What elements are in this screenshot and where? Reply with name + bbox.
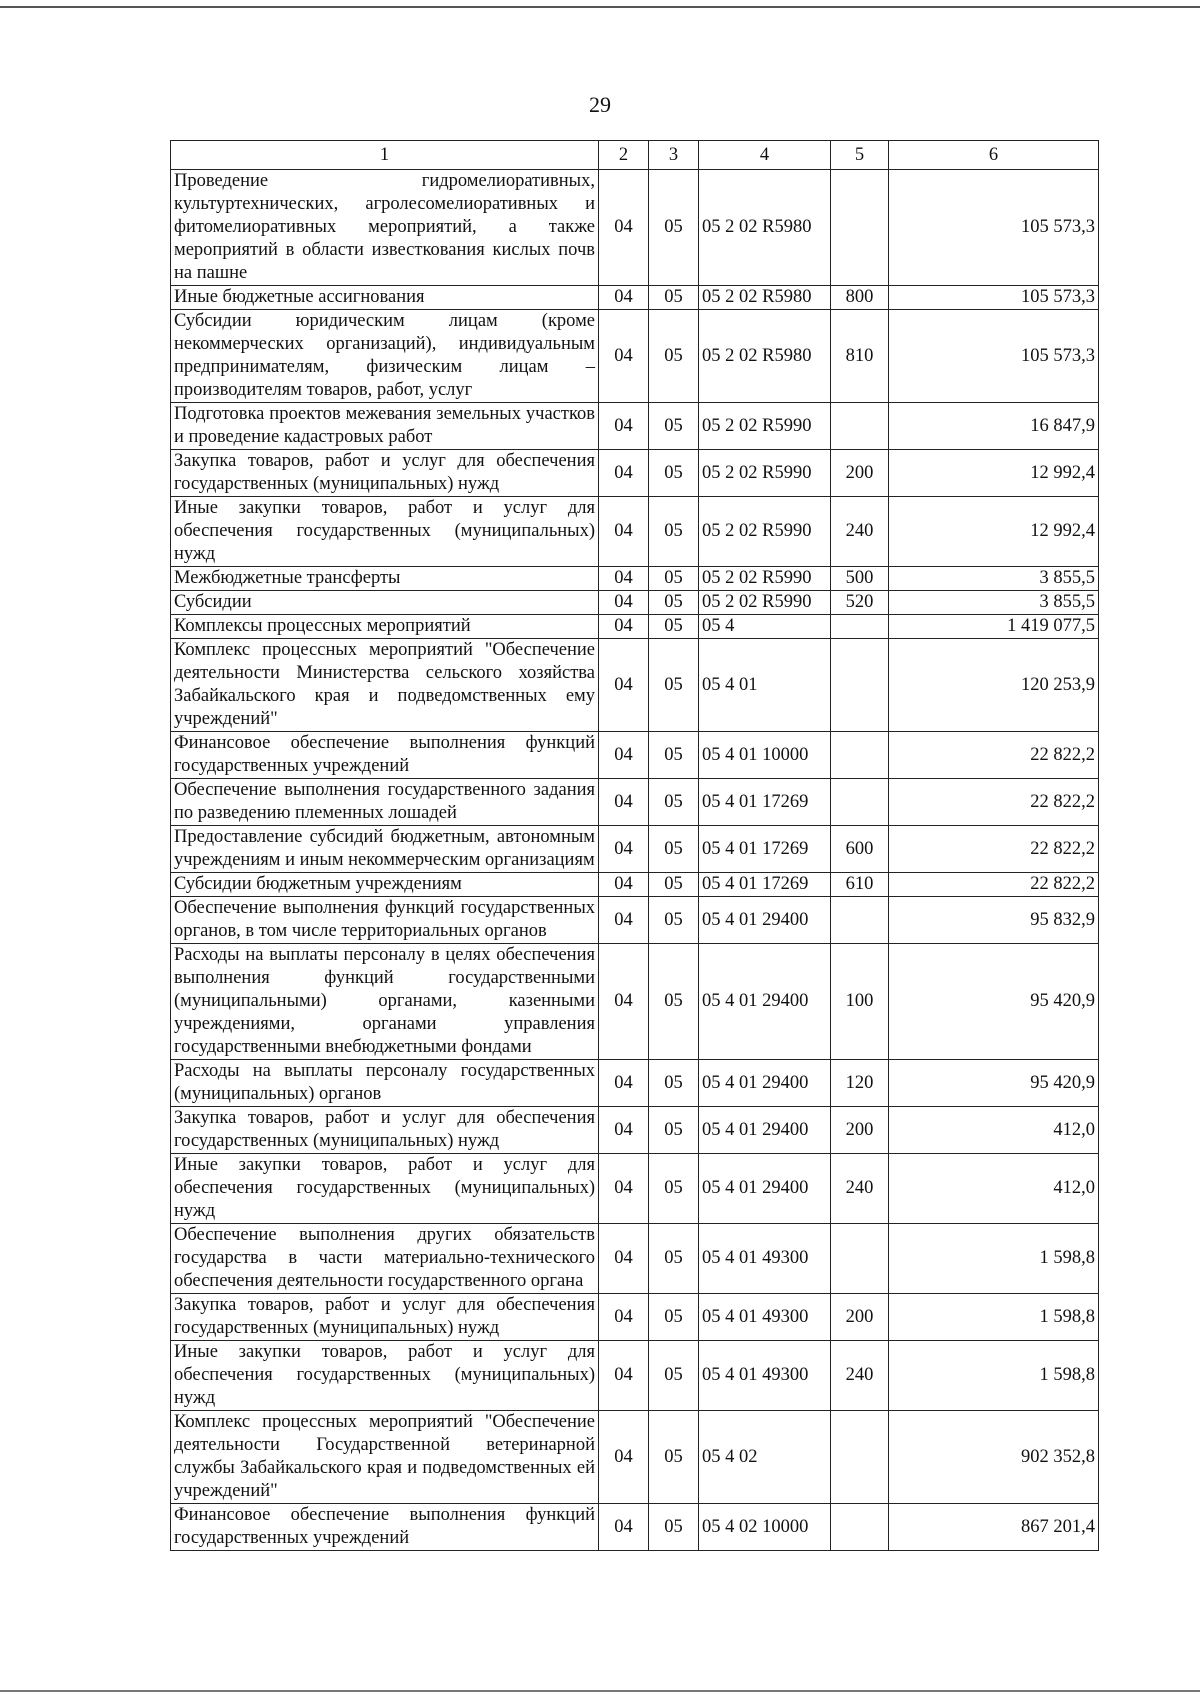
row-amount-cell: 22 822,2	[889, 826, 1099, 873]
budget-table	[170, 140, 1099, 1551]
row-amount-cell: 902 352,8	[889, 1411, 1099, 1504]
row-subsection-cell: 05	[649, 310, 699, 403]
table-row	[171, 1294, 1099, 1341]
table-row	[171, 897, 1099, 944]
row-subsection-cell: 05	[649, 826, 699, 873]
row-section-cell: 04	[599, 779, 649, 826]
page-number: 29	[589, 92, 611, 117]
table-row	[171, 591, 1099, 615]
row-amount-cell: 3 855,5	[889, 567, 1099, 591]
row-amount-cell: 22 822,2	[889, 779, 1099, 826]
row-amount-cell: 1 598,8	[889, 1294, 1099, 1341]
row-amount-cell: 105 573,3	[889, 310, 1099, 403]
row-subsection-cell: 05	[649, 170, 699, 286]
row-name-cell: Комплекс процессных мероприятий "Обеспечение деятельности Министерства сельского хозяйства Забайкальского края и подведомственных ему учреждений"	[171, 639, 599, 732]
row-amount-cell: 12 992,4	[889, 497, 1099, 567]
row-expense-type-cell: 120	[831, 1060, 889, 1107]
row-name-cell: Субсидии	[171, 591, 599, 615]
row-name-cell: Межбюджетные трансферты	[171, 567, 599, 591]
row-target-article-cell: 05 2 02 R5990	[699, 450, 831, 497]
scan-bottom-edge	[0, 1690, 1200, 1692]
col-header-amount: 6	[889, 141, 1099, 170]
row-expense-type-cell: 200	[831, 450, 889, 497]
row-target-article-cell: 05 4 01 29400	[699, 1060, 831, 1107]
row-target-article-cell: 05 4 01 49300	[699, 1341, 831, 1411]
row-expense-type-cell: 240	[831, 1154, 889, 1224]
row-amount-cell: 22 822,2	[889, 873, 1099, 897]
row-subsection-cell: 05	[649, 497, 699, 567]
row-expense-type-cell: 810	[831, 310, 889, 403]
row-subsection-cell: 05	[649, 873, 699, 897]
col-header-expense-type: 5	[831, 141, 889, 170]
row-amount-cell: 22 822,2	[889, 732, 1099, 779]
row-target-article-cell: 05 4 01 10000	[699, 732, 831, 779]
row-section-cell: 04	[599, 732, 649, 779]
row-expense-type-cell	[831, 732, 889, 779]
table-row	[171, 1224, 1099, 1294]
row-subsection-cell: 05	[649, 450, 699, 497]
row-expense-type-cell	[831, 170, 889, 286]
row-expense-type-cell	[831, 403, 889, 450]
row-expense-type-cell	[831, 1504, 889, 1551]
row-name-cell: Предоставление субсидий бюджетным, автономным учреждениям и иным некоммерческим организациям	[171, 826, 599, 873]
table-row	[171, 873, 1099, 897]
row-expense-type-cell: 800	[831, 286, 889, 310]
row-expense-type-cell: 600	[831, 826, 889, 873]
row-subsection-cell: 05	[649, 944, 699, 1060]
row-name-cell: Финансовое обеспечение выполнения функций государственных учреждений	[171, 1504, 599, 1551]
row-section-cell: 04	[599, 567, 649, 591]
row-subsection-cell: 05	[649, 1294, 699, 1341]
row-expense-type-cell	[831, 615, 889, 639]
row-target-article-cell: 05 4 01 49300	[699, 1224, 831, 1294]
row-name-cell: Обеспечение выполнения государственного задания по разведению племенных лошадей	[171, 779, 599, 826]
row-subsection-cell: 05	[649, 286, 699, 310]
row-section-cell: 04	[599, 1107, 649, 1154]
row-name-cell: Подготовка проектов межевания земельных участков и проведение кадастровых работ	[171, 403, 599, 450]
row-target-article-cell: 05 2 02 R5990	[699, 497, 831, 567]
row-subsection-cell: 05	[649, 1154, 699, 1224]
row-amount-cell: 867 201,4	[889, 1504, 1099, 1551]
row-name-cell: Комплекс процессных мероприятий "Обеспечение деятельности Государственной ветеринарной службы Забайкальского края и подведомственных ей учреждений"	[171, 1411, 599, 1504]
row-expense-type-cell	[831, 639, 889, 732]
row-expense-type-cell	[831, 1224, 889, 1294]
row-target-article-cell: 05 4 01 17269	[699, 826, 831, 873]
row-name-cell: Финансовое обеспечение выполнения функций государственных учреждений	[171, 732, 599, 779]
row-section-cell: 04	[599, 170, 649, 286]
row-expense-type-cell: 240	[831, 497, 889, 567]
row-target-article-cell: 05 4 01 29400	[699, 944, 831, 1060]
table-row	[171, 639, 1099, 732]
row-section-cell: 04	[599, 1060, 649, 1107]
row-expense-type-cell	[831, 1411, 889, 1504]
row-expense-type-cell: 200	[831, 1107, 889, 1154]
row-name-cell: Закупка товаров, работ и услуг для обеспечения государственных (муниципальных) нужд	[171, 1107, 599, 1154]
row-section-cell: 04	[599, 1154, 649, 1224]
row-expense-type-cell	[831, 897, 889, 944]
row-name-cell: Иные закупки товаров, работ и услуг для обеспечения государственных (муниципальных) нужд	[171, 1154, 599, 1224]
row-section-cell: 04	[599, 897, 649, 944]
row-subsection-cell: 05	[649, 897, 699, 944]
table-row	[171, 1107, 1099, 1154]
row-target-article-cell: 05 4	[699, 615, 831, 639]
row-name-cell: Иные бюджетные ассигнования	[171, 286, 599, 310]
row-name-cell: Субсидии бюджетным учреждениям	[171, 873, 599, 897]
table-row	[171, 1504, 1099, 1551]
row-section-cell: 04	[599, 1341, 649, 1411]
table-row	[171, 826, 1099, 873]
row-subsection-cell: 05	[649, 1341, 699, 1411]
row-section-cell: 04	[599, 310, 649, 403]
row-name-cell: Иные закупки товаров, работ и услуг для обеспечения государственных (муниципальных) нужд	[171, 1341, 599, 1411]
table-row	[171, 286, 1099, 310]
table-row	[171, 170, 1099, 286]
row-target-article-cell: 05 4 01 49300	[699, 1294, 831, 1341]
row-target-article-cell: 05 4 01 29400	[699, 1107, 831, 1154]
table-row	[171, 310, 1099, 403]
row-name-cell: Расходы на выплаты персоналу в целях обеспечения выполнения функций государственными (муниципальными) органами, казенными учреждениями, органами управления государственными внебюджетными фондами	[171, 944, 599, 1060]
row-section-cell: 04	[599, 591, 649, 615]
table-row	[171, 944, 1099, 1060]
row-subsection-cell: 05	[649, 639, 699, 732]
col-header-section: 2	[599, 141, 649, 170]
table-row	[171, 1060, 1099, 1107]
row-name-cell: Субсидии юридическим лицам (кроме некоммерческих организаций), индивидуальным предпринимателям, физическим лицам – производителям товаров, работ, услуг	[171, 310, 599, 403]
row-target-article-cell: 05 2 02 R5980	[699, 286, 831, 310]
row-amount-cell: 95 420,9	[889, 1060, 1099, 1107]
row-target-article-cell: 05 4 01	[699, 639, 831, 732]
row-amount-cell: 412,0	[889, 1107, 1099, 1154]
row-name-cell: Иные закупки товаров, работ и услуг для обеспечения государственных (муниципальных) нужд	[171, 497, 599, 567]
row-section-cell: 04	[599, 944, 649, 1060]
row-amount-cell: 105 573,3	[889, 286, 1099, 310]
row-amount-cell: 3 855,5	[889, 591, 1099, 615]
row-subsection-cell: 05	[649, 779, 699, 826]
col-header-name: 1	[171, 141, 599, 170]
row-subsection-cell: 05	[649, 1224, 699, 1294]
row-expense-type-cell	[831, 779, 889, 826]
row-subsection-cell: 05	[649, 1411, 699, 1504]
row-expense-type-cell: 610	[831, 873, 889, 897]
row-subsection-cell: 05	[649, 732, 699, 779]
col-header-subsection: 3	[649, 141, 699, 170]
table-row	[171, 615, 1099, 639]
row-amount-cell: 1 598,8	[889, 1224, 1099, 1294]
row-section-cell: 04	[599, 497, 649, 567]
table-row	[171, 450, 1099, 497]
row-subsection-cell: 05	[649, 1107, 699, 1154]
row-target-article-cell: 05 2 02 R5990	[699, 403, 831, 450]
row-subsection-cell: 05	[649, 615, 699, 639]
table-row	[171, 1341, 1099, 1411]
row-subsection-cell: 05	[649, 567, 699, 591]
col-header-target-article: 4	[699, 141, 831, 170]
row-section-cell: 04	[599, 1504, 649, 1551]
row-amount-cell: 95 832,9	[889, 897, 1099, 944]
row-amount-cell: 12 992,4	[889, 450, 1099, 497]
row-subsection-cell: 05	[649, 591, 699, 615]
row-target-article-cell: 05 4 01 17269	[699, 873, 831, 897]
row-amount-cell: 120 253,9	[889, 639, 1099, 732]
scan-top-edge	[0, 6, 1200, 8]
row-section-cell: 04	[599, 1411, 649, 1504]
row-target-article-cell: 05 2 02 R5990	[699, 567, 831, 591]
row-section-cell: 04	[599, 403, 649, 450]
row-target-article-cell: 05 2 02 R5980	[699, 170, 831, 286]
row-section-cell: 04	[599, 450, 649, 497]
row-name-cell: Закупка товаров, работ и услуг для обеспечения государственных (муниципальных) нужд	[171, 450, 599, 497]
row-section-cell: 04	[599, 639, 649, 732]
row-name-cell: Проведение гидромелиоративных, культуртехнических, агролесомелиоративных и фитомелиоративных мероприятий, а также мероприятий в области известкования кислых почв на пашне	[171, 170, 599, 286]
row-amount-cell: 105 573,3	[889, 170, 1099, 286]
row-target-article-cell: 05 2 02 R5980	[699, 310, 831, 403]
row-amount-cell: 95 420,9	[889, 944, 1099, 1060]
row-target-article-cell: 05 4 01 17269	[699, 779, 831, 826]
row-amount-cell: 1 598,8	[889, 1341, 1099, 1411]
table-row	[171, 403, 1099, 450]
row-name-cell: Обеспечение выполнения других обязательств государства в части материально-технического обеспечения деятельности государственного органа	[171, 1224, 599, 1294]
row-section-cell: 04	[599, 286, 649, 310]
row-expense-type-cell: 520	[831, 591, 889, 615]
row-expense-type-cell: 200	[831, 1294, 889, 1341]
row-target-article-cell: 05 4 01 29400	[699, 897, 831, 944]
row-target-article-cell: 05 2 02 R5990	[699, 591, 831, 615]
table-row	[171, 779, 1099, 826]
row-target-article-cell: 05 4 02	[699, 1411, 831, 1504]
row-expense-type-cell: 100	[831, 944, 889, 1060]
row-target-article-cell: 05 4 02 10000	[699, 1504, 831, 1551]
row-section-cell: 04	[599, 1294, 649, 1341]
row-name-cell: Расходы на выплаты персоналу государственных (муниципальных) органов	[171, 1060, 599, 1107]
row-subsection-cell: 05	[649, 403, 699, 450]
table-row	[171, 1411, 1099, 1504]
table-header-row	[171, 141, 1099, 170]
table-row	[171, 497, 1099, 567]
row-amount-cell: 412,0	[889, 1154, 1099, 1224]
row-section-cell: 04	[599, 1224, 649, 1294]
row-section-cell: 04	[599, 615, 649, 639]
row-subsection-cell: 05	[649, 1504, 699, 1551]
row-amount-cell: 1 419 077,5	[889, 615, 1099, 639]
table-row	[171, 732, 1099, 779]
row-amount-cell: 16 847,9	[889, 403, 1099, 450]
row-name-cell: Комплексы процессных мероприятий	[171, 615, 599, 639]
row-name-cell: Закупка товаров, работ и услуг для обеспечения государственных (муниципальных) нужд	[171, 1294, 599, 1341]
row-section-cell: 04	[599, 826, 649, 873]
row-name-cell: Обеспечение выполнения функций государственных органов, в том числе территориальных органов	[171, 897, 599, 944]
row-expense-type-cell: 240	[831, 1341, 889, 1411]
row-subsection-cell: 05	[649, 1060, 699, 1107]
row-section-cell: 04	[599, 873, 649, 897]
row-target-article-cell: 05 4 01 29400	[699, 1154, 831, 1224]
row-expense-type-cell: 500	[831, 567, 889, 591]
table-row	[171, 1154, 1099, 1224]
table-row	[171, 567, 1099, 591]
